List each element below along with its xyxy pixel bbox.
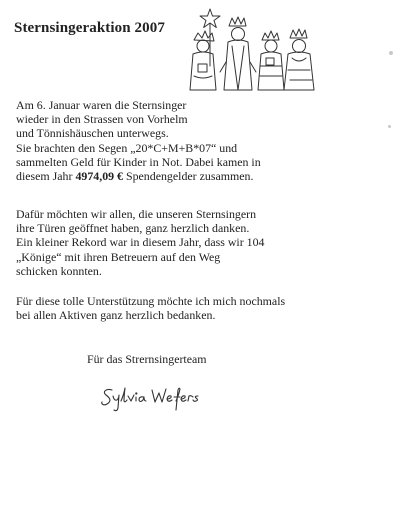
scan-speck (389, 51, 393, 55)
figure-3 (258, 31, 284, 90)
text-line: Ein kleiner Rekord war in diesem Jahr, dass wir 104 (16, 235, 265, 250)
donation-amount: 4974,09 € (75, 169, 123, 184)
text-line: sammelten Geld für Kinder in Not. Dabei kamen in (16, 154, 261, 169)
paragraph-intro (16, 98, 261, 183)
figure-2 (220, 17, 256, 90)
figure-1 (190, 31, 216, 90)
text-line: Dafür möchten wir allen, die unseren Sternsingern (16, 207, 257, 221)
text-segment: diesem Jahr (16, 169, 76, 184)
text-line: bei allen Aktiven ganz herzlich bedanken. (16, 308, 216, 323)
document-title: Sternsingeraktion 2007 (14, 20, 165, 36)
paragraph-closing-thanks (16, 294, 285, 322)
paragraph-thanks (16, 207, 265, 278)
signature-image (100, 384, 210, 414)
text-line: wieder in den Strassen von Vorhelm (16, 112, 188, 127)
text-line: schicken konnten. (16, 263, 102, 278)
text-line: ihre Türen geöffnet haben, ganz herzlich danken. (16, 221, 250, 236)
text-line: Sie brachten den Segen „20*C+M+B*07“ und (16, 140, 238, 155)
text-line: Für diese tolle Unterstützung möchte ich mich nochmals (16, 294, 286, 308)
text-line: und Tönnishäuschen unterwegs. (16, 126, 169, 141)
text-segment: Spendengelder zusammen. (123, 169, 254, 184)
text-line (16, 169, 261, 183)
text-line: Am 6. Januar waren die Sternsinger (16, 98, 187, 112)
star-singers-illustration (176, 6, 318, 94)
closing-line: Für das Strernsingerteam (87, 352, 207, 366)
text-line: „Könige“ mit ihren Betreuern auf den Weg (16, 249, 221, 264)
figure-4 (284, 29, 314, 90)
scan-speck (388, 125, 391, 128)
